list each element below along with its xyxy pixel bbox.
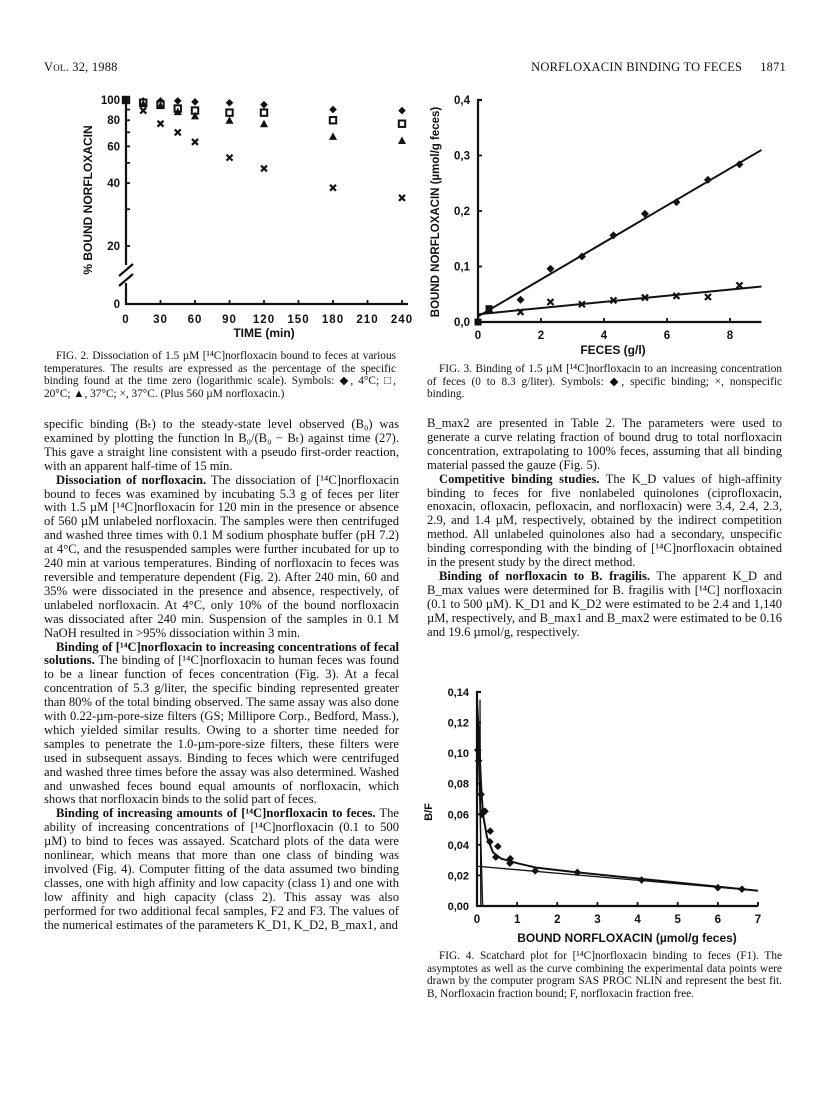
fig3-y-tick-label: 0,1 [454,261,470,274]
fig2-axis-break [119,264,133,286]
fig3-y-axis-label: BOUND NORFLOXACIN (µmol/g feces) [430,106,442,318]
paragraph-text: The ability of increasing concentrations of [¹⁴C]norfloxacin (0.1 to 500 µM) to bind to feces was assayed. Scatchard plots of the data were nonlinear, which means that more than one class of binding was involved (Fig. 4). Computer fitting of the data assumed two binding classes, one with high affinity and low capacity (class 1) and one with low affinity and high capacity (class 2). This assay was also performed for two additional fecal samples, F2 and F3. The values of the numerical estimates of the parameters K_D1, K_D2, B_max1, and [44,806,399,932]
fig2-point-x [261,165,267,171]
paragraph [427,570,782,640]
fig2-point-x [140,108,146,114]
fig4-data-point [738,885,746,893]
fig2-point-x [330,185,336,191]
fig3-point-x [705,294,711,300]
fig2-point-triangle [260,120,268,128]
fig4-y-tick-label: 0,08 [447,778,469,791]
fig3-point-filled [486,305,493,312]
fig2-point-diamond [174,97,182,105]
fig2-point-diamond [329,106,337,114]
running-header-volume: Vol. 32, 1988 [44,60,118,74]
fig2-point-triangle [226,116,234,124]
fig2-point-x [175,129,181,135]
figure-3-caption [427,363,782,401]
fig2-point-diamond [191,98,199,106]
fig4-data-point [477,791,485,799]
fig4-fitted-curve [477,700,758,891]
section-heading: Binding of [¹⁴C]norfloxacin to increasing concentrations of fecal solutions. [44,639,399,668]
fig2-point-square-open [226,109,232,115]
fig2-y-tick-label: 0 [113,299,120,311]
fig2-x-tick-label: 210 [356,314,379,326]
fig4-y-tick-label: 0,04 [447,839,469,852]
fig4-data-point [638,876,646,884]
fig2-y-tick-label: 80 [107,115,120,128]
figure-4-caption [427,950,782,1000]
fig2-y-axis-label: % BOUND NORFLOXACIN [81,125,95,275]
fig2-x-tick-label: 30 [153,314,168,326]
section-heading: Binding of increasing amounts of [¹⁴C]norfloxacin to feces. [56,806,376,821]
paragraph [44,807,399,932]
body-column-left [44,418,399,933]
fig2-point-x [158,121,164,127]
fig4-x-tick-label: 4 [634,914,641,926]
fig4-caption-text: FIG. 4. Scatchard plot for [¹⁴C]norfloxacin binding to feces (F1). The asymptotes as well as the curve combining the experimental data points were drawn by the computer program SAS PROC NLIN and represent the best fit. B, Norfloxacin fraction bound; F, norfloxacin fraction free. [427,950,782,1000]
fig4-axes-lines [477,692,758,906]
figure-2-caption [44,350,396,400]
fig2-point-diamond [398,107,406,115]
paragraph-text: B_max2 are presented in Table 2. The parameters were used to generate a curve relating fraction of bound drug to total norfloxacin concentration, extrapolating to 100% feces, assuming that all binding material passed the gauze (Fig. 5). [427,416,782,472]
paragraph [44,474,399,641]
fig2-x-tick-label: 240 [390,314,414,326]
fig3-y-tick-label: 0,0 [454,317,470,329]
section-heading: Binding of norfloxacin to B. fragilis. [439,568,650,583]
fig4-y-tick-label: 0,06 [447,809,469,822]
fig3-y-tick-label: 0,3 [454,150,470,163]
section-heading: Competitive binding studies. [439,471,600,486]
fig4-x-tick-label: 3 [594,914,601,926]
fig4-y-tick-label: 0,14 [447,687,469,699]
section-heading: Dissociation of norfloxacin. [56,472,207,487]
fig4-y-tick-label: 0,00 [447,901,469,913]
paragraph-text: The apparent K_D and B_max values were determined for B. fragilis with [¹⁴C] norfloxacin (0.1 to 500 µM). K_D1 and K_D2 were estimated to be 2.4 and 1,140 µM, respectively, and B_max1 and B_max2 were estimated to be 0.16 and 19.6 µmol/g, respectively. [427,568,782,639]
fig4-data-point [714,884,722,892]
fig3-x-tick-label: 2 [537,330,545,342]
paragraph-text: The binding of [¹⁴C]norfloxacin to human feces was found to be a linear function of feces concentration (Fig. 3). At a fecal concentration of 5.3 g/liter, the specific binding represented greater than 80% of the total binding observed. The same assay was also done with 0.22-µm-pore-size filters (GS; Millipore Corp., Bedford, Mass.), which yielded similar results. Owing to a shorter time needed for samples to penetrate the 1.0-µm-pore-size filters, these filters were used in subsequent assays. Binding to feces which were centrifuged and washed three times before the assay was also determined. Washed and unwashed feces bound equal amounts of norfloxacin, which shows that norfloxacin binds to the solid part of feces. [44,653,399,807]
fig2-point-diamond [260,101,268,109]
paragraph [44,641,399,808]
figure-2-chart [60,85,420,350]
fig2-y-tick-label: 40 [107,178,120,191]
fig4-x-tick-label: 6 [714,914,722,926]
fig2-point-triangle [398,136,406,144]
fig4-data-point [494,843,502,851]
fig4-y-axis-label: B/F [423,803,435,821]
fig2-y-tick-label: 20 [107,241,120,253]
fig2-x-axis-label: TIME (min) [233,326,295,340]
paragraph [44,418,399,474]
running-title: NORFLOXACIN BINDING TO FECES [531,60,743,74]
fig2-y-tick-label: 60 [107,141,120,154]
fig4-x-tick-label: 0 [473,914,481,926]
fig2-x-tick-label: 180 [321,314,345,326]
fig2-caption-text: FIG. 2. Dissociation of 1.5 µM [¹⁴C]norfloxacin bound to feces at various temperatures. The results are expressed as the percentage of the specific binding found at the time zero (logarithmic scale). Symbols: ◆, 4°C; □, 20°C; ▲, 37°C; ×, 37°C. (Plus 560 µM norfloxacin.) [44,350,396,400]
figure-4-chart [420,680,800,945]
fig4-y-tick-label: 0,10 [447,748,469,761]
fig2-point-x [192,139,198,145]
paragraph [427,473,782,570]
fig2-x-tick-label: 0 [122,314,130,326]
fig2-y-tick-label: 100 [100,95,120,107]
fig3-point-filled [475,319,482,326]
fig2-point-square-open [399,121,405,127]
paragraph [427,417,782,473]
fig4-x-tick-label: 1 [513,914,521,926]
fig3-x-tick-label: 0 [474,330,482,342]
fig4-y-tick-label: 0,02 [447,870,469,883]
figure-3-chart [420,85,800,360]
fig3-y-tick-label: 0,4 [454,95,470,107]
fig3-caption-text: FIG. 3. Binding of 1.5 µM [¹⁴C]norfloxacin to an increasing concentration of feces (0 to 8.3 g/liter). Symbols: ◆, specific binding; ×, nonspecific binding. [427,363,782,401]
fig3-axes-lines [478,100,762,322]
fig4-y-tick-label: 0,12 [447,717,469,730]
page-number: 1871 [760,60,786,74]
fig4-x-tick-label: 7 [754,914,762,926]
fig4-x-tick-label: 2 [554,914,561,926]
paragraph-text: The dissociation of [¹⁴C]norfloxacin bound to feces was examined by incubating 5.3 g of feces per liter with 1.5 µM [¹⁴C]norfloxacin for 120 min in the presence or absence of 560 µM unlabeled norfloxacin. The samples were then centrifuged and washed three times with 0.1 M sodium phosphate buffer (pH 7.2) at 4°C, and the resuspended samples were further incubated for up to 240 min at various temperatures. Binding of norfloxacin to feces was reversible and temperature dependent (Fig. 2). After 240 min, 60 and 35% were dissociated in the presence and absence, respectively, of unlabeled norfloxacin. At 4°C, only 10% of the bound norfloxacin was dissociated after 240 min. Suspension of the samples in 0.1 M NaOH resulted in >95% dissociation within 3 min. [44,472,399,640]
fig3-y-tick-label: 0,2 [454,206,470,218]
fig2-point-x [227,155,233,161]
fig2-point-square-open [330,117,336,123]
fig3-x-tick-label: 8 [726,330,734,342]
fig3-point-x [736,282,742,288]
fig2-point-triangle [329,132,337,140]
fig2-x-tick-label: 150 [287,314,310,326]
fig3-x-tick-label: 4 [600,330,608,342]
paragraph-text: specific binding (Bₜ) to the steady-state level observed (B₀) was examined by plotting the function ln B₀/(B₀ − Bₜ) against time (27). This gave a straight line consistent with a pseudo first-order reaction, with an apparent half-time of 15 min. [44,417,399,473]
fig4-data-point [492,853,500,861]
fig4-data-point [486,827,494,835]
fig2-point-square-open [261,109,267,115]
fig2-axes-lines [126,100,408,304]
fig3-x-axis-label: FECES (g/l) [580,343,646,357]
paragraph-text: The K_D values of high-affinity binding to feces for five nonlabeled quinolones (ciprofloxacin, enoxacin, ofloxacin, pefloxacin, and norfloxacin) were 3.4, 2.4, 2.3, 2.9, and 1.4 µM, respectively, obtained by the indirect competition method. All unlabeled quinolones also had a secondary, unspecific binding corresponding with the binding of [¹⁴C]norfloxacin obtained in the present study by the direct method. [427,471,782,570]
fig3-point-diamond [517,296,525,304]
body-column-right [427,417,782,640]
fig4-asymptote-high-affinity-edge [480,700,481,906]
fig4-x-axis-label: BOUND NORFLOXACIN (µmol/g feces) [517,931,737,945]
fig2-point-x [399,195,405,201]
fig2-x-tick-label: 60 [187,314,203,326]
fig3-x-tick-label: 6 [663,330,671,342]
fig2-x-tick-label: 90 [222,314,237,326]
fig2-point-diamond [226,99,234,107]
fig4-x-tick-label: 5 [674,914,681,926]
running-header-title [531,60,786,75]
fig3-point-x [547,299,553,305]
fig2-x-tick-label: 120 [252,314,276,326]
